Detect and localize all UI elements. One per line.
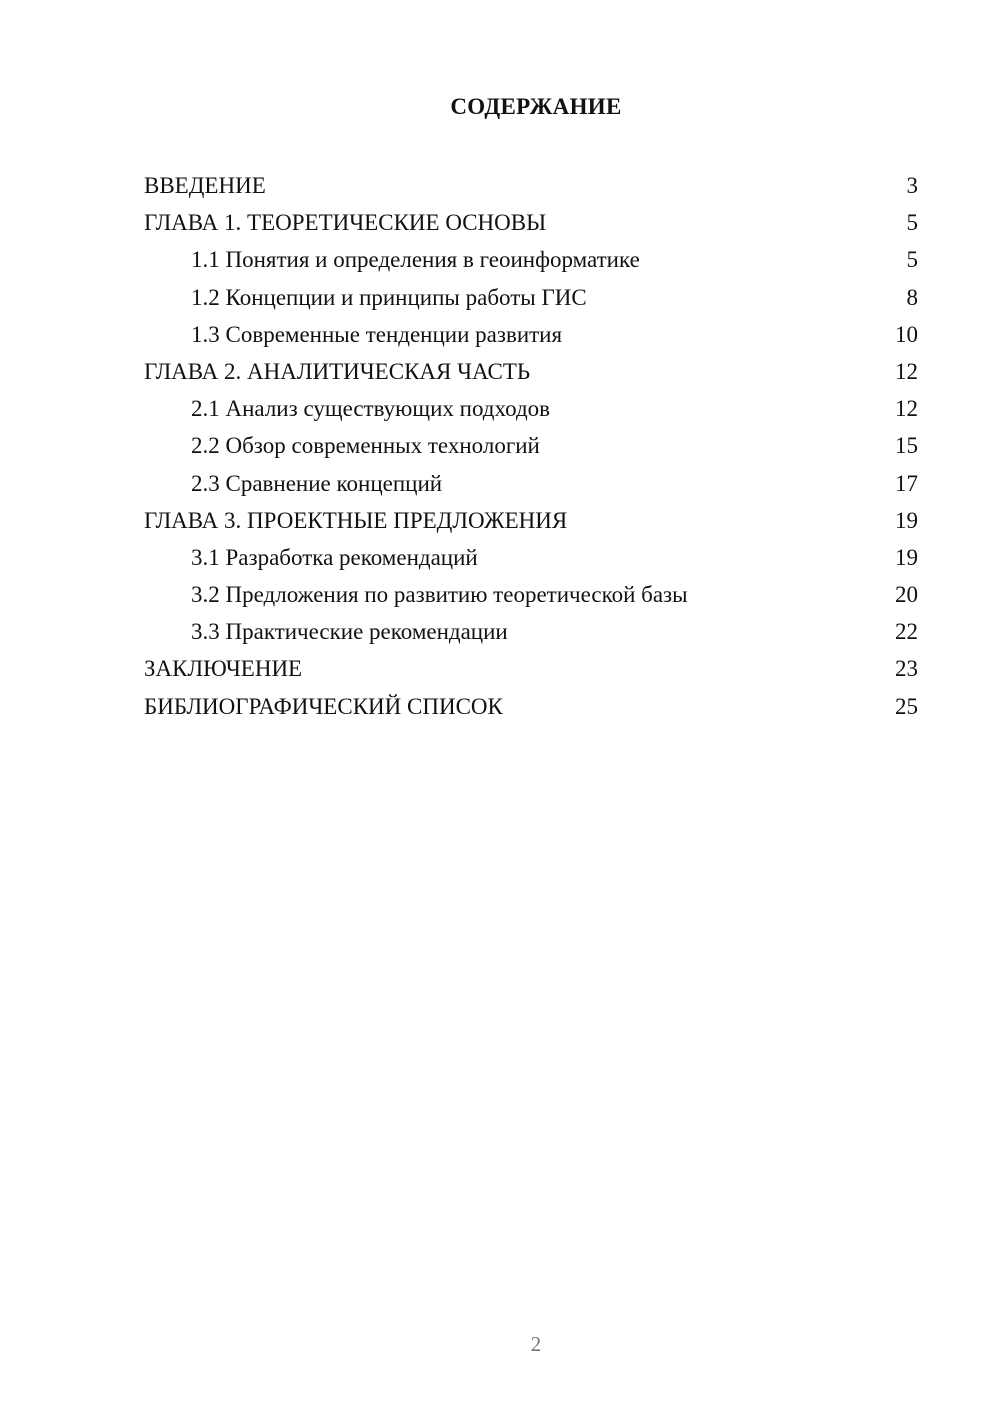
toc-entry-label: 1.1 Понятия и определения в геоинформатике: [191, 247, 640, 273]
toc-entry-label: 3.3 Практические рекомендации: [191, 619, 508, 645]
toc-entry[interactable]: [144, 688, 918, 725]
toc-entry[interactable]: [144, 316, 918, 353]
toc-entry-label: 3.2 Предложения по развитию теоретической базы: [191, 582, 688, 608]
toc-entry-page: 25: [895, 693, 918, 719]
toc-entry-page: 17: [895, 470, 918, 496]
toc-entry-page: 15: [895, 433, 918, 459]
toc-entry-page: 5: [906, 247, 918, 273]
table-of-contents: [144, 167, 918, 725]
toc-entry[interactable]: [144, 613, 918, 650]
toc-entry-label: 2.1 Анализ существующих подходов: [191, 396, 551, 422]
page-number: 2: [530, 1332, 542, 1356]
toc-entry[interactable]: [144, 650, 918, 687]
toc-entry[interactable]: [144, 502, 918, 539]
toc-entry-page: 10: [895, 321, 918, 347]
toc-entry-page: 22: [895, 619, 918, 645]
toc-entry[interactable]: [144, 353, 918, 390]
toc-entry-label: 1.2 Концепции и принципы работы ГИС: [191, 284, 587, 310]
toc-entry-page: 12: [895, 358, 918, 384]
toc-entry-label: ГЛАВА 1. ТЕОРЕТИЧЕСКИЕ ОСНОВЫ: [144, 210, 547, 236]
toc-entry-page: 3: [906, 173, 918, 198]
toc-entry-page: 20: [895, 582, 918, 608]
toc-entry-label: ВВЕДЕНИЕ: [144, 173, 266, 198]
toc-entry-label: ГЛАВА 2. АНАЛИТИЧЕСКАЯ ЧАСТЬ: [144, 358, 531, 384]
toc-entry[interactable]: [144, 465, 918, 502]
toc-entry-label: 3.1 Разработка рекомендаций: [191, 544, 478, 570]
toc-entry-page: 5: [906, 210, 918, 236]
toc-entry[interactable]: [144, 279, 918, 316]
toc-entry-label: ЗАКЛЮЧЕНИЕ: [144, 656, 303, 682]
toc-entry[interactable]: [144, 427, 918, 464]
toc-entry[interactable]: [144, 390, 918, 427]
toc-entry-page: 8: [906, 284, 918, 310]
toc-entry-page: 23: [895, 656, 918, 682]
toc-entry-label: 1.3 Современные тенденции развития: [191, 321, 563, 347]
toc-entry-label: 2.3 Сравнение концепций: [191, 470, 443, 496]
page-title: СОДЕРЖАНИЕ: [450, 94, 622, 119]
toc-entry[interactable]: [144, 167, 918, 204]
toc-entry-label: ГЛАВА 3. ПРОЕКТНЫЕ ПРЕДЛОЖЕНИЯ: [144, 507, 568, 533]
toc-entry[interactable]: [144, 241, 918, 278]
toc-entry-page: 19: [895, 544, 918, 570]
toc-entry-page: 12: [895, 396, 918, 422]
toc-entry-label: БИБЛИОГРАФИЧЕСКИЙ СПИСОК: [144, 693, 503, 719]
toc-entry[interactable]: [144, 204, 918, 241]
toc-entry-page: 19: [895, 507, 918, 533]
toc-entry-label: 2.2 Обзор современных технологий: [191, 433, 540, 459]
toc-entry[interactable]: [144, 539, 918, 576]
toc-entry[interactable]: [144, 576, 918, 613]
